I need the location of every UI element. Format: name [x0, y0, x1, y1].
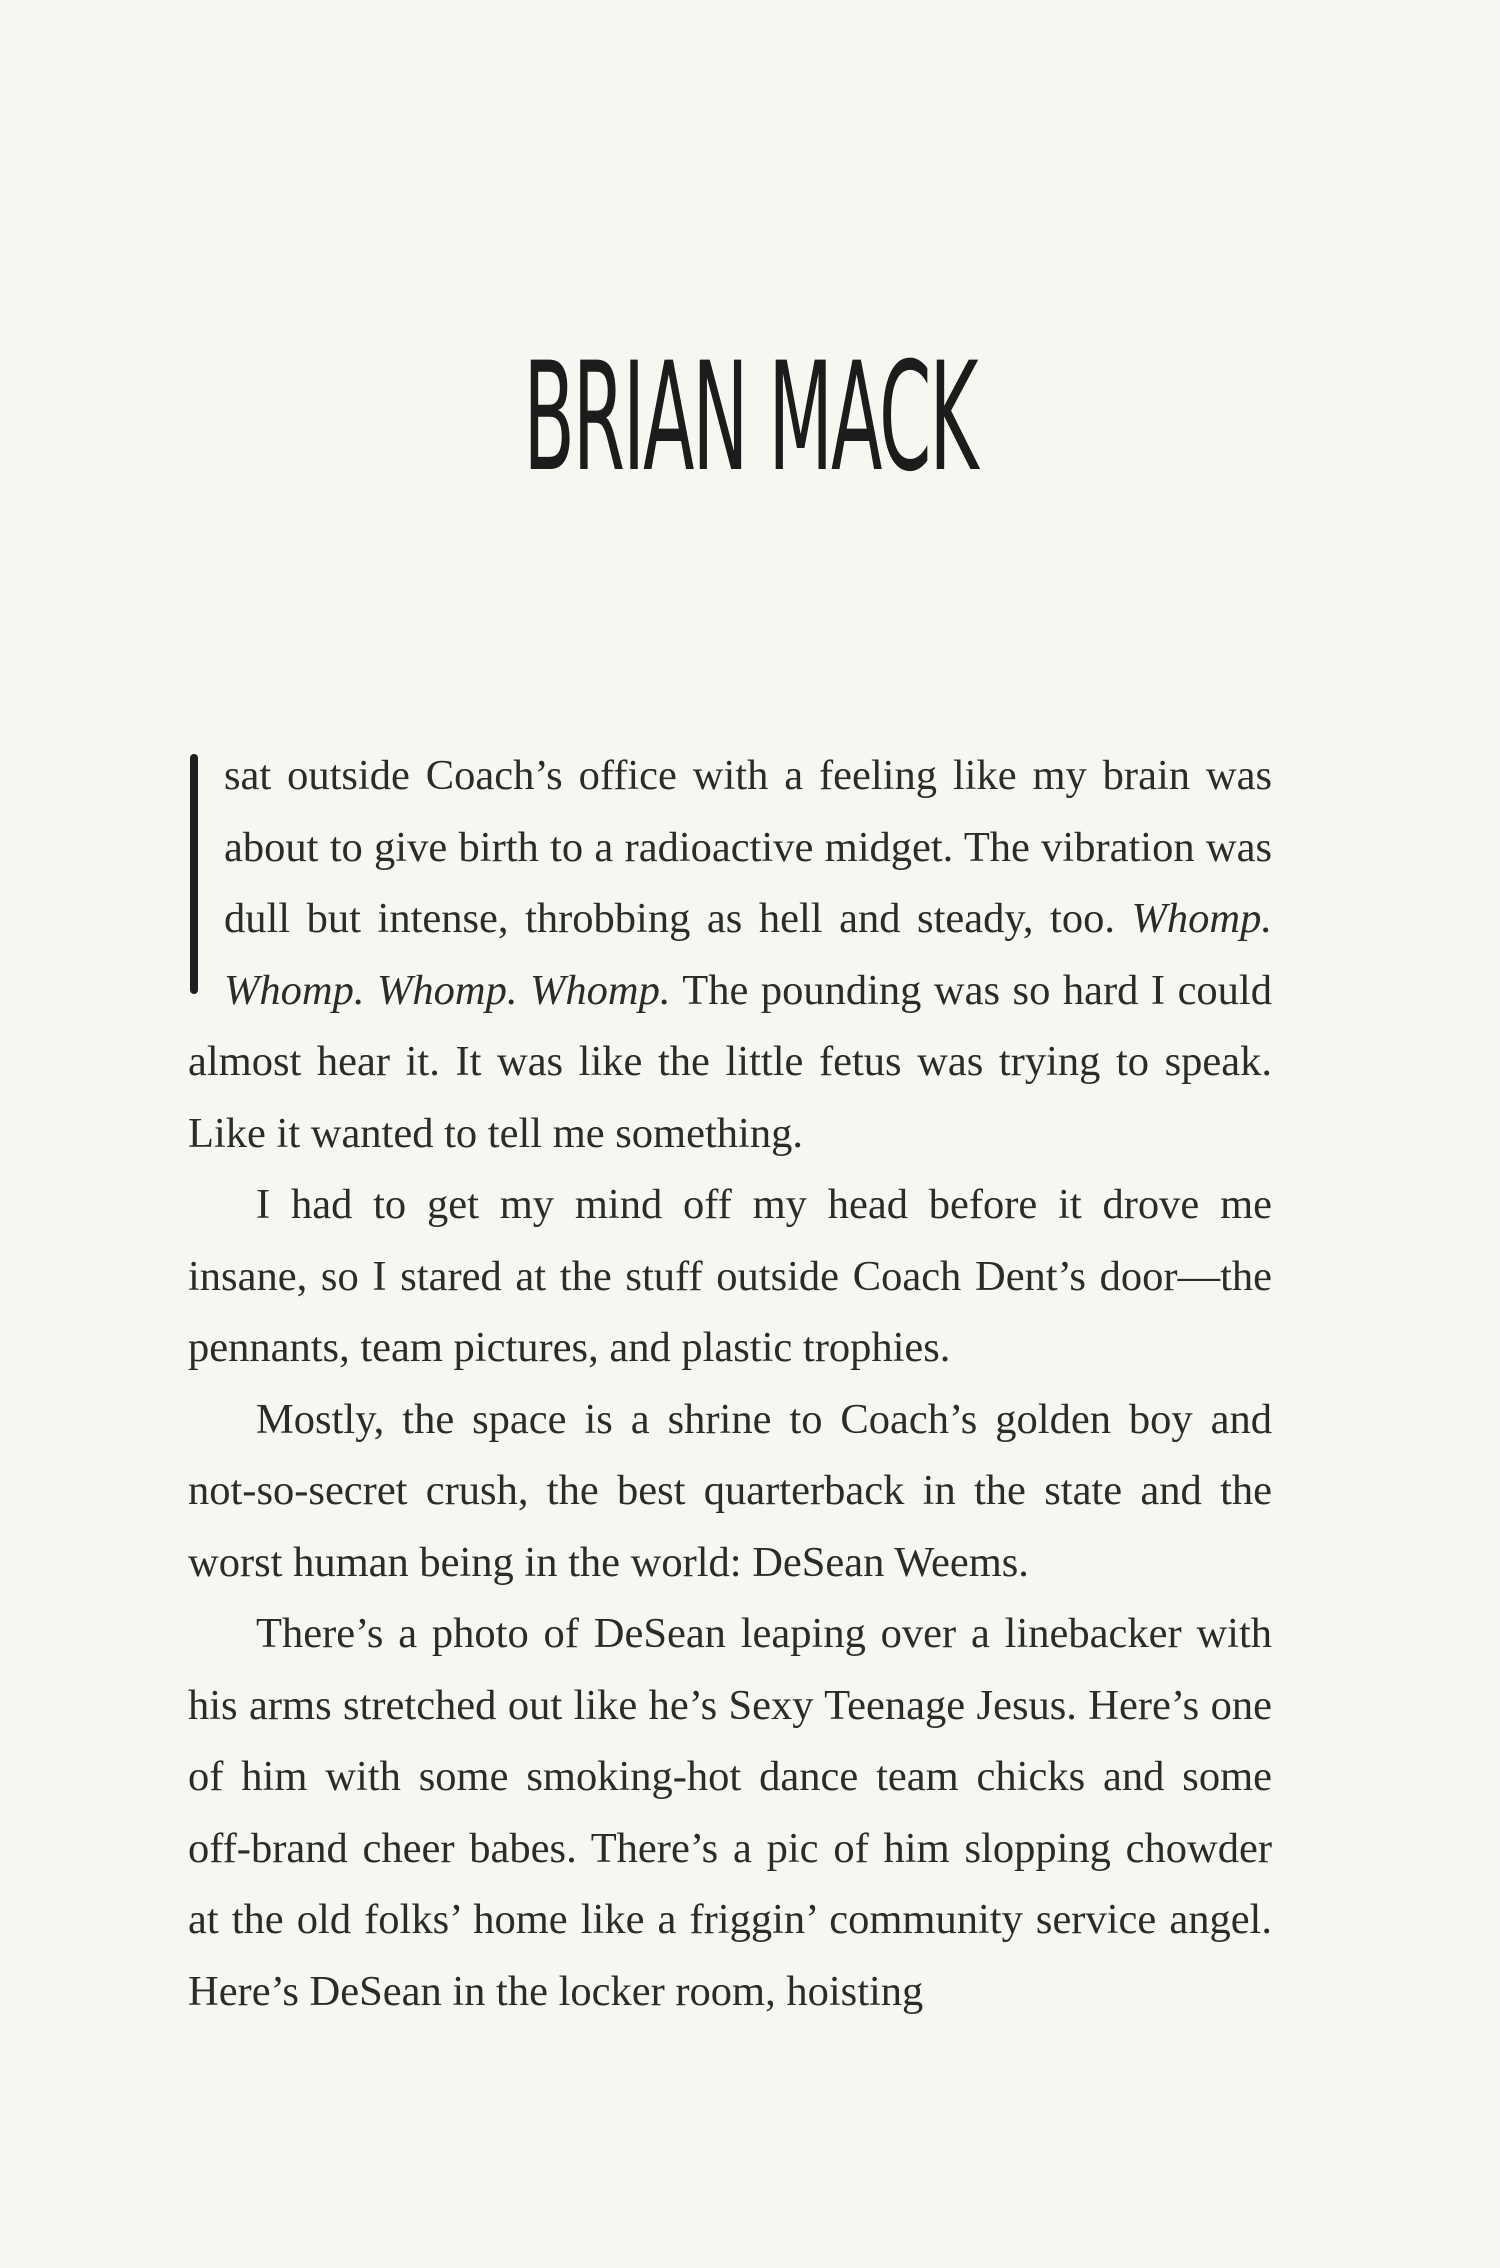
- paragraph-1-text-b: The pounding was so hard I could almost hear it. It was like the little fetus was trying to speak. Like it wanted to tell me something.: [188, 966, 1272, 1157]
- paragraph-1-italic: Whomp. Whomp. Whomp. Whomp.: [224, 895, 1272, 1014]
- drop-cap-glyph: [190, 754, 198, 994]
- paragraph-1: [188, 740, 1272, 1169]
- paragraph-3: Mostly, the space is a shrine to Coach’s golden boy and not-so-secret crush, the best quarterback in the state and the worst human being in the world: DeSean Weems.: [188, 1395, 1272, 1586]
- chapter-body: [188, 740, 1272, 2027]
- paragraph-1-text-a: sat outside Coach’s office with a feeling like my brain was about to give birth to a radioactive midget. The vibration was dull but intense, throbbing as hell and steady, too.: [224, 752, 1272, 942]
- chapter-title: BRIAN MACK: [523, 331, 977, 505]
- drop-cap: [188, 754, 216, 999]
- paragraph-4: There’s a photo of DeSean leaping over a linebacker with his arms stretched out like he’s Sexy Teenage Jesus. Here’s one of him with some smoking-hot dance team chicks and some off-brand cheer babes. There’s a pic of him slopping chowder at the old folks’ home like a friggin’ community service angel. Here’s DeSean in the locker room, hoisting: [188, 1610, 1272, 2015]
- paragraph-2: I had to get my mind off my head before it drove me insane, so I stared at the stuff outside Coach Dent’s door—the pennants, team pictures, and plastic trophies.: [188, 1181, 1272, 1371]
